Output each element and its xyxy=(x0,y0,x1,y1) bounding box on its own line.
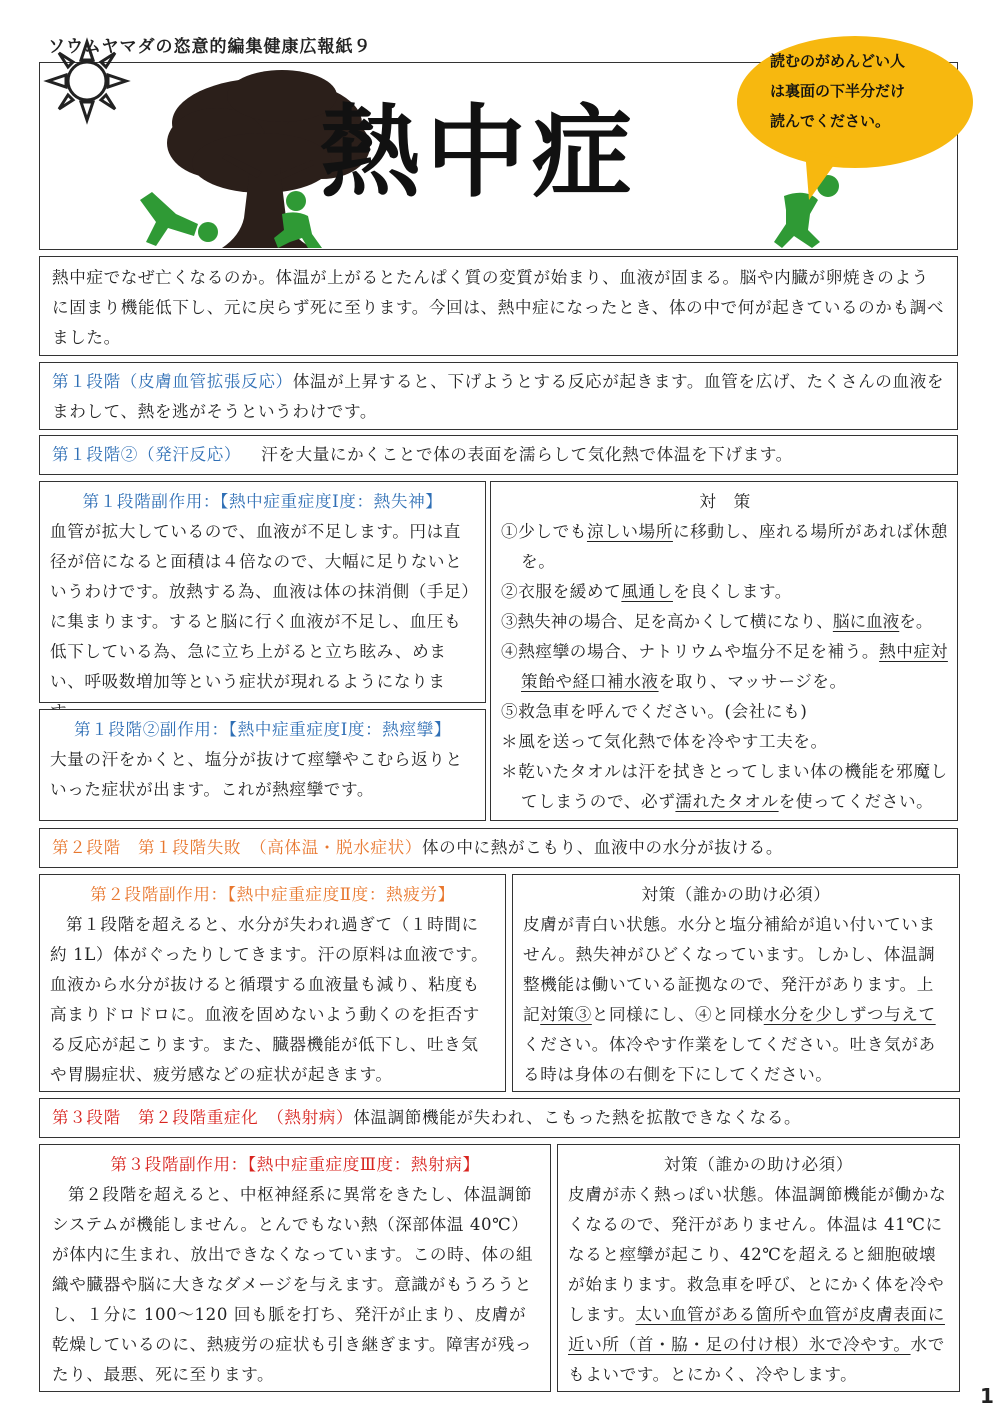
stage2-box xyxy=(39,828,958,868)
page-title: 熱中症 xyxy=(320,94,638,211)
bubble-line-3: 読んでください。 xyxy=(770,112,891,130)
side-effect2-heading: 第２段階副作用：【熱中症重症度Ⅱ度：熱疲労】 xyxy=(90,885,455,904)
stage3-heading: 第３段階 第２段階重症化 （熱射病） xyxy=(52,1108,354,1127)
side-effect1-text: 血管が拡大しているので、血液が不足します。円は直径が倍になると面積は４倍なので、大幅に足りないというわけです。放熱する為、血液は体の抹消側（手足）に集まります。すると脳に行く血液が不足し、血圧も低下している為、急に立ち上がると立ち眩み、めまい、呼吸数増加等という症状が現れるようになりま xyxy=(50,522,471,691)
side-effect3-text: 第２段階を超えると、中枢神経系に異常をきたし、体温調節システムが機能しません。とんでもない熱（深部体温 40℃）が体内に生まれ、放出できなくなっています。この時、体の組織や臓器や脳に大きなダメージを与えます。意識がもうろうとし、１分に 100〜120 回も脈を打ち、発汗が止まり、皮膚が乾燥しているのに、熱疲労の症状も引き継ぎます。障害が残ったり、最悪、死に至ります。 xyxy=(52,1185,534,1384)
measure-item-2: ②衣服を緩めて風通しを良くします。 xyxy=(501,582,792,601)
measures1-box xyxy=(490,481,958,821)
fallen-person-icon xyxy=(132,184,222,254)
side-effect2-text: 第１段階を超えると、水分が失われ過ぎて（１時間に約 1L）体がぐったりしてきます。汗の原料は血液です。血液から水分が抜けると循環する血液量も減り、粘度も高まりドロドロに。血液を固めないよう動くのを拒否する反応が起こります。また、臓器機能が低下し、吐き気や胃腸症状、疲労感などの症状が起きます。 xyxy=(50,915,489,1084)
side-effect3-heading: 第３段階副作用：【熱中症重症度Ⅲ度：熱射病】 xyxy=(110,1155,480,1174)
page-number: 1 xyxy=(980,1384,994,1408)
stage1-text: 体温が上昇すると、下げようとする反応が起きます。血管を広げ、たくさんの血液をまわして、熱を逃がそうというわけです。 xyxy=(52,372,945,421)
bubble-text xyxy=(770,46,950,136)
side-effect3-box xyxy=(39,1144,551,1392)
measures2-heading: 対策（誰かの助け必須） xyxy=(641,885,831,904)
measure-item-3: ③熱失神の場合、足を高かくして横になり、脳に血液を。 xyxy=(501,612,933,631)
side-effect1-box xyxy=(39,481,486,703)
measures3-box xyxy=(557,1144,960,1392)
side-effect1-heading: 第１段階副作用：【熱中症重症度Ⅰ度：熱失神】 xyxy=(82,492,443,511)
stage1b-heading: 第１段階②（発汗反応） xyxy=(52,445,242,464)
stage1b-box xyxy=(39,435,958,475)
intro-box xyxy=(39,256,958,356)
side-effect1b-heading: 第１段階②副作用：【熱中症重症度Ⅰ度：熱痙攣】 xyxy=(73,720,452,739)
stage2-text: 体の中に熱がこもり、血液中の水分が抜ける。 xyxy=(421,838,784,857)
stage1-heading: 第１段階（皮膚血管拡張反応） xyxy=(52,372,293,391)
stage1-box xyxy=(39,362,958,430)
measures3-text: 皮膚が赤く熱っぽい状態。体温調節機能が働かなくなるので、発汗がありません。体温は 41℃になると痙攣が起こり、42℃を超えると細胞破壊が始まります。救急車を呼び、とにかく体を冷やします。太い血管がある箇所や血管が皮膚表面に近い所（首・脇・足の付け根）氷で冷やす。水でもよいです。とにかく、冷やします。 xyxy=(568,1185,947,1384)
measure-item-4: ④熱痙攣の場合、ナトリウムや塩分不足を補う。熱中症対策飴や経口補水液を取り、マッサージを。 xyxy=(501,642,948,691)
measures1-heading: 対 策 xyxy=(699,492,751,511)
measures2-box xyxy=(512,874,960,1092)
bubble-line-2: は裏面の下半分だけ xyxy=(770,82,906,100)
sitting-person-icon xyxy=(268,190,323,250)
measures2-text: 皮膚が青白い状態。水分と塩分補給が追い付いていません。熱失神がひどくなっています。しかし、体温調整機能は働いている証拠なので、発汗があります。上記対策③と同様にし、④と同様水分を少しずつ与えてください。体冷やす作業をしてください。吐き気がある時は身体の右側を下にしてください。 xyxy=(523,915,936,1084)
stage3-text: 体温調節機能が失われ、こもった熱を拡散できなくなる。 xyxy=(353,1108,802,1127)
measure-note-2: ＊乾いたタオルは汗を拭きとってしまい体の機能を邪魔してしまうので、必ず濡れたタオルを使ってください。 xyxy=(501,762,948,811)
side-effect1b-box xyxy=(39,709,486,821)
measure-item-5: ⑤救急車を呼んでください。(会社にも) xyxy=(501,702,808,721)
side-effect1b-text: 大量の汗をかくと、塩分が抜けて痙攣やこむら返りといった症状が出ます。これが熱痙攣です。 xyxy=(50,750,463,799)
stage2-heading: 第２段階 第１段階失敗 （高体温・脱水症状） xyxy=(52,838,422,857)
stage3-box xyxy=(39,1098,960,1138)
measure-note-1: ＊風を送って気化熱で体を冷やす工夫を。 xyxy=(501,732,828,751)
measure-item-1: ①少しでも涼しい場所に移動し、座れる場所があれば休憩を。 xyxy=(501,522,949,571)
stage1b-text: 汗を大量にかくことで体の表面を濡らして気化熱で体温を下げます。 xyxy=(261,445,793,464)
intro-text: 熱中症でなぜ亡くなるのか。体温が上がるとたんぱく質の変質が始まり、血液が固まる。脳や内臓が卵焼きのように固まり機能低下し、元に戻らず死に至ります。今回は、熱中症になったとき、体の中で何が起きているのかも調べました。 xyxy=(52,268,945,347)
bubble-line-1: 読むのがめんどい人 xyxy=(770,52,906,70)
series-title: ソウムヤマダの恣意的編集健康広報紙９ xyxy=(48,37,372,57)
measures3-heading: 対策（誰かの助け必須） xyxy=(663,1155,854,1174)
sun-icon xyxy=(42,36,132,126)
side-effect2-box xyxy=(39,874,506,1092)
